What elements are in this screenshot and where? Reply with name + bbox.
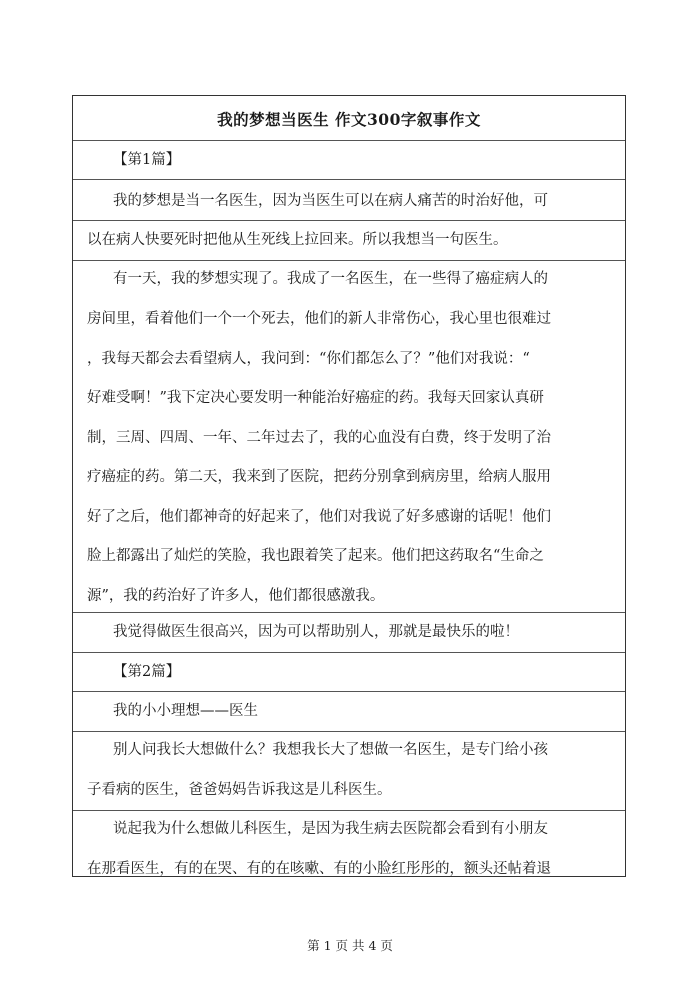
rule-line <box>73 179 625 180</box>
rule-line <box>73 612 625 613</box>
paragraph-line: 好了之后，他们都神奇的好起来了，他们对我说了好多感谢的话呢！他们 <box>87 509 551 525</box>
paragraph-line: 源”，我的药治好了许多人，他们都很感激我。 <box>87 588 385 604</box>
rule-line <box>73 260 625 261</box>
paragraph-line: 脸上都露出了灿烂的笑脸，我也跟着笑了起来。他们把这药取名“生命之 <box>87 548 544 564</box>
rule-line <box>73 731 625 732</box>
paragraph-line: 在那看医生，有的在哭、有的在咳嗽、有的小脸红彤彤的，额头还帖着退 <box>87 861 551 877</box>
paragraph-line: 疗癌症的药。第二天，我来到了医院，把药分别拿到病房里，给病人服用 <box>87 469 551 485</box>
rule-line <box>73 652 625 653</box>
paragraph-line: 说起我为什么想做儿科医生，是因为我生病去医院都会看到有小朋友 <box>113 821 548 837</box>
document-title: 我的梦想当医生 作文300字叙事作文 <box>217 110 481 129</box>
paragraph-line: 我的梦想是当一名医生，因为当医生可以在病人痛苦的时治好他，可 <box>113 193 548 209</box>
paragraph-line: ，我每天都会去看望病人，我问到：“你们都怎么了？”他们对我说：“ <box>87 351 530 367</box>
section-heading-1: 【第1篇】 <box>113 152 181 168</box>
rule-line <box>73 691 625 692</box>
paragraph-line: 以在病人快要死时把他从生死线上拉回来。所以我想当一句医生。 <box>87 232 508 248</box>
rule-line <box>73 140 625 141</box>
paragraph-line: 有一天，我的梦想实现了。我成了一名医生，在一些得了癌症病人的 <box>113 271 548 287</box>
paragraph-line: 房间里，看着他们一个一个死去，他们的新人非常伤心，我心里也很难过 <box>87 311 551 327</box>
subtitle-line: 我的小小理想——医生 <box>113 703 258 719</box>
paragraph-line: 好难受啊！”我下定决心要发明一种能治好癌症的药。我每天回家认真研 <box>87 390 544 406</box>
section-heading-2: 【第2篇】 <box>113 664 181 680</box>
paragraph-line: 制，三周、四周、一年、二年过去了，我的心血没有白费，终于发明了治 <box>87 430 551 446</box>
document-frame <box>72 95 626 877</box>
rule-line <box>73 810 625 811</box>
page-footer: 第 1 页 共 4 页 <box>307 938 393 953</box>
paragraph-line: 我觉得做医生很高兴，因为可以帮助别人，那就是最快乐的啦！ <box>113 624 519 640</box>
paragraph-line: 子看病的医生，爸爸妈妈告诉我这是儿科医生。 <box>87 782 392 798</box>
paragraph-line: 别人问我长大想做什么？我想我长大了想做一名医生，是专门给小孩 <box>113 742 548 758</box>
rule-line <box>73 220 625 221</box>
